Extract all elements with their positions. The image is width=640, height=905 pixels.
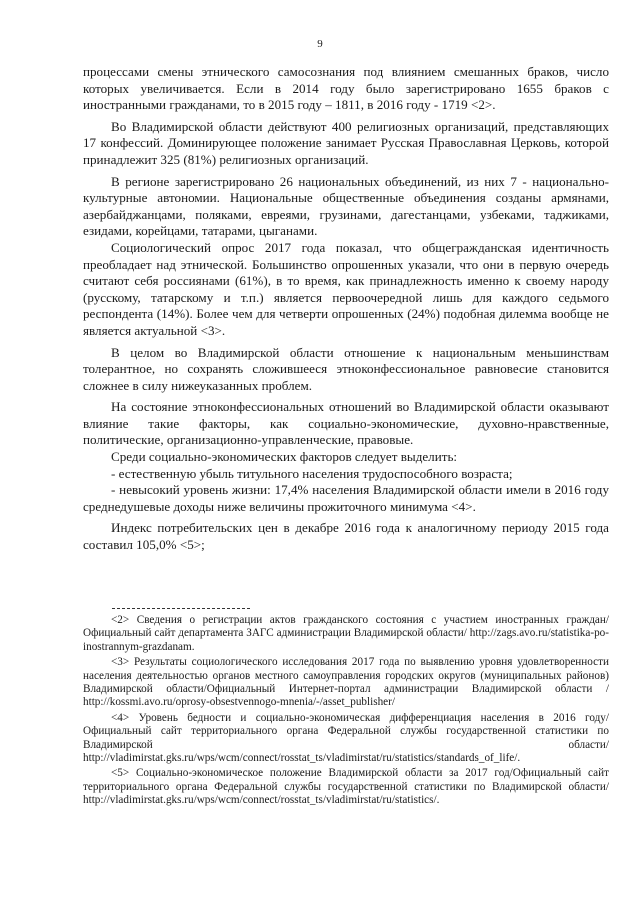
paragraph: В целом во Владимирской области отношение к национальным меньшинствам толерантное, но сохранять сложившееся этноконфессиональное равновесие становится сложнее в силу нижеуказанных проблем.	[83, 344, 609, 393]
paragraph: Во Владимирской области действуют 400 религиозных организаций, представляющих 17 конфессий. Доминирующее положение занимает Русская Православная Церковь, которой принадлежит 325 (81%) религиозных организаций.	[83, 118, 609, 167]
footnote: <5> Социально-экономическое положение Владимирской области за 2017 год/Официальный сайт территориального органа Федеральной службы государственной статистики по Владимирской области/ http://vladimirstat.gks.ru/wps/wcm/connect/rosstat_ts/vladimirstat/ru/statistics/.	[83, 767, 609, 807]
paragraph: На состояние этноконфессиональных отношений во Владимирской области оказывают влияние такие факторы, как социально-экономические, духовно-нравственные, политические, организационно-управленческие, правовые.	[83, 399, 609, 448]
footnotes	[83, 614, 609, 810]
paragraph: процессами смены этнического самосознания под влиянием смешанных браков, число которых увеличивается. Если в 2014 году было зарегистрировано 1655 браков с иностранными гражданами, то в 2015 году – 1811, в 2016 году - 1719 <2>.	[83, 64, 609, 113]
footnote: <3> Результаты социологического исследования 2017 года по выявлению уровня удовлетворенности населения деятельностью органов местного самоуправления городских округов (муниципальных районов) Владимирской области/Официальный Интернет-портал администрации Владимирской области / http://kossmi.avo.ru/oprosy-obsestvennogo-mnenia/-/asset_publisher/	[83, 656, 609, 709]
paragraph: Среди социально-экономических факторов следует выделить:	[111, 449, 458, 465]
body-text	[83, 64, 609, 554]
paragraph: В регионе зарегистрировано 26 национальных объединений, из них 7 - национально-культурные автономии. Национальные общественные объединения созданы армянами, азербайджанцами, поляками, евреями, грузинами, дагестанцами, узбеками, таджиками, езидами, корейцами, татарами, цыганами.	[83, 173, 609, 239]
paragraph: Социологический опрос 2017 года показал, что общегражданская идентичность преобладает над этнической. Большинство опрошенных указали, что они в первую очередь считают себя россиянами (61%), в то время, как принадлежность именно к своему народу (русскому, татарскому и т.п.) является первоочередной лишь для каждого седьмого респондента (14%). Более чем для четверти опрошенных (24%) подобная дилемма вообще не является актуальной <3>.	[83, 239, 609, 338]
paragraph: Индекс потребительских цен в декабре 2016 года к аналогичному периоду 2015 года составил 105,0% <5>;	[83, 520, 609, 553]
list-item: - невысокий уровень жизни: 17,4% населения Владимирской области имели в 2016 году среднедушевые доходы ниже величины прожиточного минимума <4>.	[83, 482, 609, 514]
list-item: - естественную убыль титульного населения трудоспособного возраста;	[111, 465, 513, 481]
page-number: 9	[317, 38, 323, 50]
footnote-separator	[112, 608, 250, 609]
footnote: <4> Уровень бедности и социально-экономическая дифференциация населения в 2016 году/Официальный сайт территориального органа Федеральной службы государственной статистики по Владимирской области/ http://vladimirstat.gks.ru/wps/wcm/connect/rosstat_ts/vladimirstat/ru/statistics/standards_of_life/.	[83, 711, 609, 765]
footnote: <2> Сведения о регистрации актов гражданского состояния с участием иностранных граждан/Официальный сайт департамента ЗАГС администрации Владимирской области/ http://zags.avo.ru/statistika-po-inostrannym-grazdanam.	[83, 614, 609, 653]
